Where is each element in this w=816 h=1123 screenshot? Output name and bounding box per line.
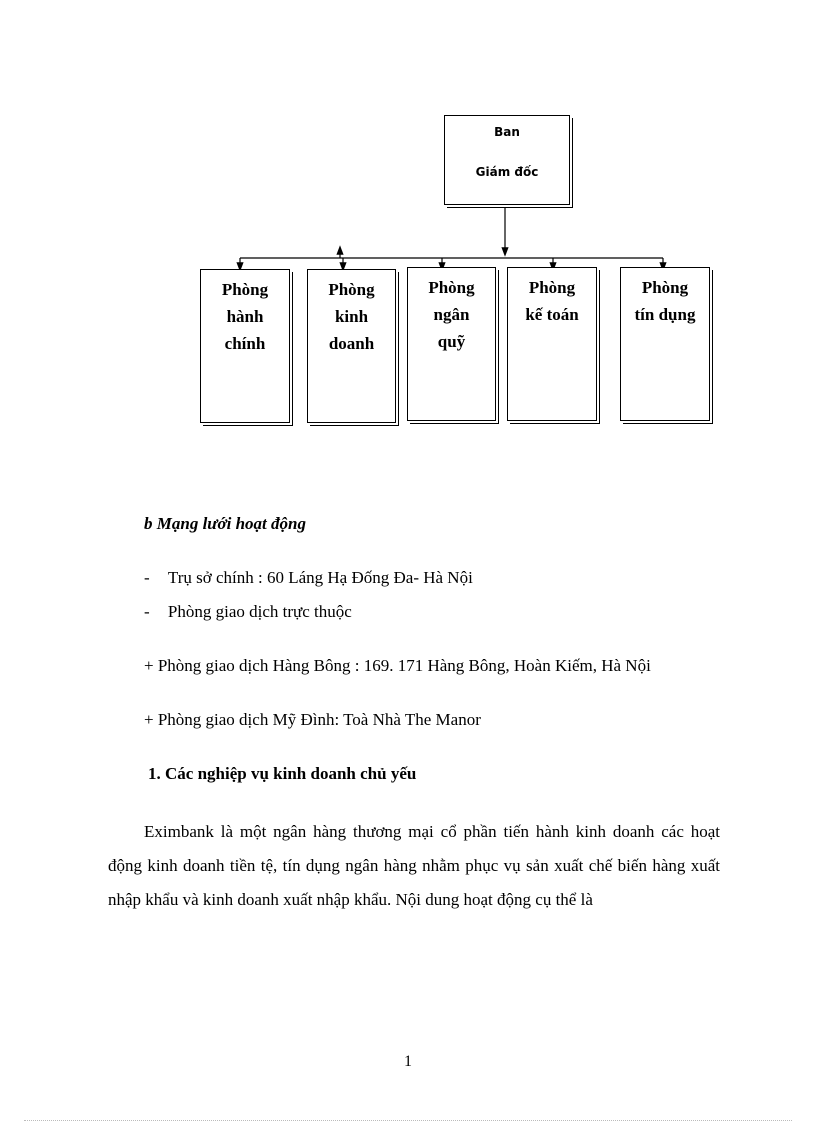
bullet-dash: - [144, 602, 150, 621]
dept-box-line: chính [224, 334, 266, 353]
dept-box-line: kinh [334, 307, 369, 326]
board-of-directors-box [444, 115, 570, 205]
section-1-heading: 1. Các nghiệp vụ kinh doanh chủ yếu [148, 764, 417, 783]
section-b-heading: b Mạng lưới hoạt động [144, 514, 306, 533]
bullet-text: Trụ sở chính : 60 Láng Hạ Đống Đa- Hà Nội [167, 568, 473, 587]
dept-box-tin-dung [620, 267, 710, 421]
dept-box-line: kế toán [525, 305, 579, 324]
dept-box-ke-toan [507, 267, 597, 421]
bullet-item [144, 568, 473, 588]
dept-box-line: Phòng [221, 280, 269, 299]
dept-box-line: tín dụng [634, 305, 696, 324]
dept-box-line: doanh [328, 334, 375, 353]
org-chart-connectors [0, 0, 816, 500]
body-paragraph: Eximbank là một ngân hàng thương mại cổ phần tiến hành kinh doanh các hoạt động kinh doanh tiền tệ, tín dụng ngân hàng nhằm phục vụ sản xuất chế biến hàng xuất nhập khẩu và kinh doanh xuất nhập khẩu. Nội dung hoạt động cụ thể là [108, 822, 720, 909]
dept-box-line: ngân [433, 305, 470, 324]
branch-item: + Phòng giao dịch Mỹ Đình: Toà Nhà The Manor [144, 710, 481, 729]
dept-box-line: Phòng [328, 280, 375, 299]
dept-box-line: Phòng [641, 278, 689, 297]
dept-box-line: Phòng [528, 278, 576, 297]
board-line-1: Ban [494, 125, 520, 139]
dept-box-ngan-quy [407, 267, 496, 421]
bullet-dash: - [144, 568, 150, 587]
page-number: 1 [404, 1053, 412, 1070]
branch-item: + Phòng giao dịch Hàng Bông : 169. 171 Hàng Bông, Hoàn Kiếm, Hà Nội [144, 656, 651, 675]
bullet-item [144, 602, 352, 622]
bullet-text: Phòng giao dịch trực thuộc [167, 602, 352, 621]
board-line-2: Giám đốc [475, 165, 539, 179]
dept-box-line: hành [226, 307, 264, 326]
dept-box-hanh-chinh [200, 269, 290, 423]
dept-box-line: quỹ [437, 332, 466, 351]
page-bottom-rule [24, 1120, 792, 1121]
dept-box-line: Phòng [428, 278, 475, 297]
dept-box-kinh-doanh [307, 269, 396, 423]
